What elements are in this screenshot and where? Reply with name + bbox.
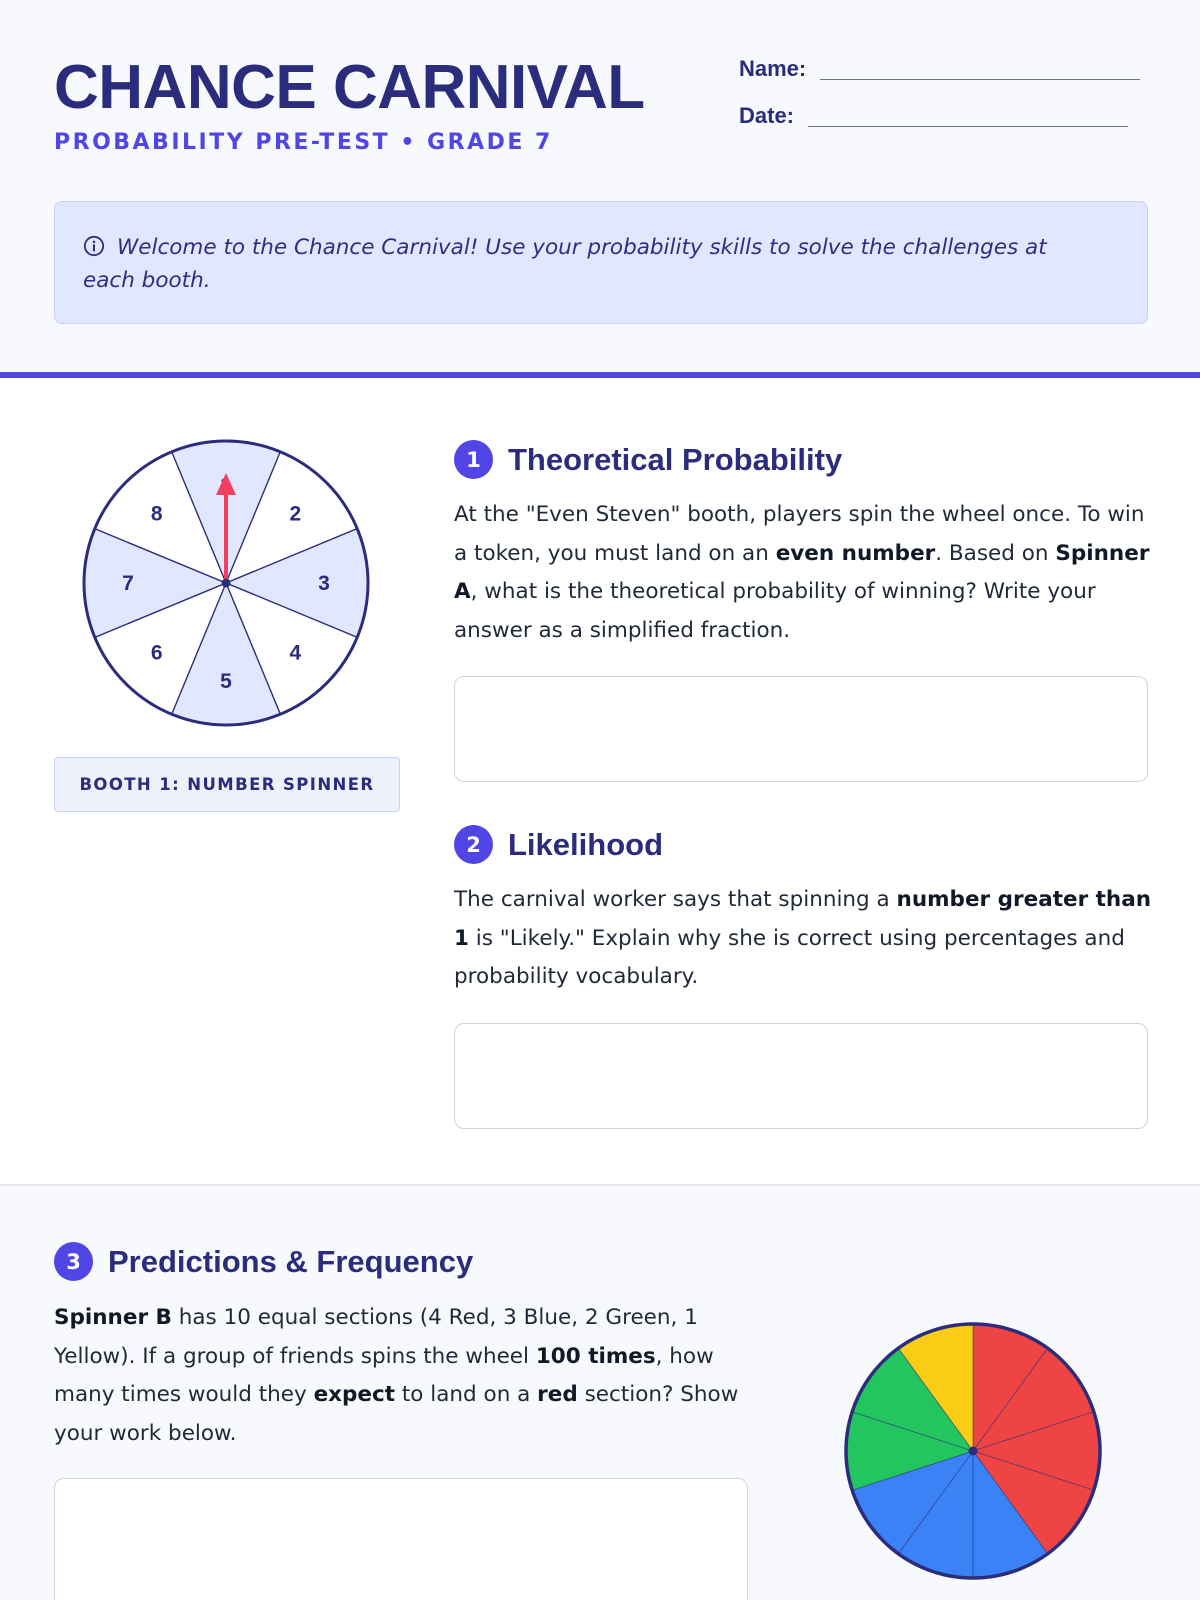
spinner-a-label-5: 5 (220, 670, 232, 693)
worksheet-subtitle: PROBABILITY PRE-TEST • GRADE 7 (54, 130, 553, 155)
question-1-number: 1 (454, 440, 493, 479)
name-row (739, 56, 1140, 82)
worksheet-title: CHANCE CARNIVAL (54, 53, 645, 122)
spinner-b-hub (969, 1447, 978, 1456)
question-1-answer-box[interactable] (454, 676, 1148, 782)
name-label: Name: (739, 56, 807, 81)
question-3-answer-box[interactable] (54, 1478, 748, 1600)
name-field[interactable] (820, 79, 1140, 80)
spinner-a (82, 439, 370, 727)
question-2-number: 2 (454, 825, 493, 864)
welcome-callout (54, 201, 1148, 324)
welcome-text: Welcome to the Chance Carnival! Use your probability skills to solve the challenges at each booth. (83, 235, 1047, 293)
spinner-a-hub (222, 579, 231, 588)
question-3-title: Predictions & Frequency (108, 1243, 474, 1279)
date-field[interactable] (808, 126, 1128, 127)
date-row (739, 103, 1128, 129)
question-3-heading (54, 1242, 473, 1281)
spinner-a-label-4: 4 (289, 641, 302, 665)
worksheet-header (0, 0, 1200, 378)
spinner-a-label-6: 6 (150, 641, 163, 665)
question-2-answer-box[interactable] (454, 1023, 1148, 1129)
date-label: Date: (739, 103, 795, 128)
spinner-a-label-3: 3 (318, 572, 330, 595)
spinner-b (843, 1321, 1103, 1581)
booth-1-caption: BOOTH 1: NUMBER SPINNER (54, 757, 400, 812)
question-2-heading (454, 825, 663, 864)
question-1-title: Theoretical Probability (508, 441, 843, 477)
question-2-title: Likelihood (508, 826, 663, 862)
question-2-prompt: The carnival worker says that spinning a number greater than 1 is "Likely." Explain why she is correct using percentages and probability vocabulary. (454, 887, 1152, 989)
spinner-a-label-8: 8 (150, 502, 163, 526)
question-3-number: 3 (54, 1242, 93, 1281)
question-3-prompt: Spinner B has 10 equal sections (4 Red, 3 Blue, 2 Green, 1 Yellow). If a group of friends spins the wheel 100 times, how many times would they expect to land on a red section? Show your work below. (54, 1305, 739, 1446)
spinner-a-label-2: 2 (289, 502, 302, 526)
info-icon (83, 235, 105, 257)
question-1-prompt: At the "Even Steven" booth, players spin the wheel once. To win a token, you must land on an even number. Based on Spinner A, what is the theoretical probability of winning? Write your answer as a simplified fraction. (454, 502, 1150, 643)
question-1-heading (454, 440, 842, 479)
spinner-a-label-7: 7 (122, 572, 134, 595)
